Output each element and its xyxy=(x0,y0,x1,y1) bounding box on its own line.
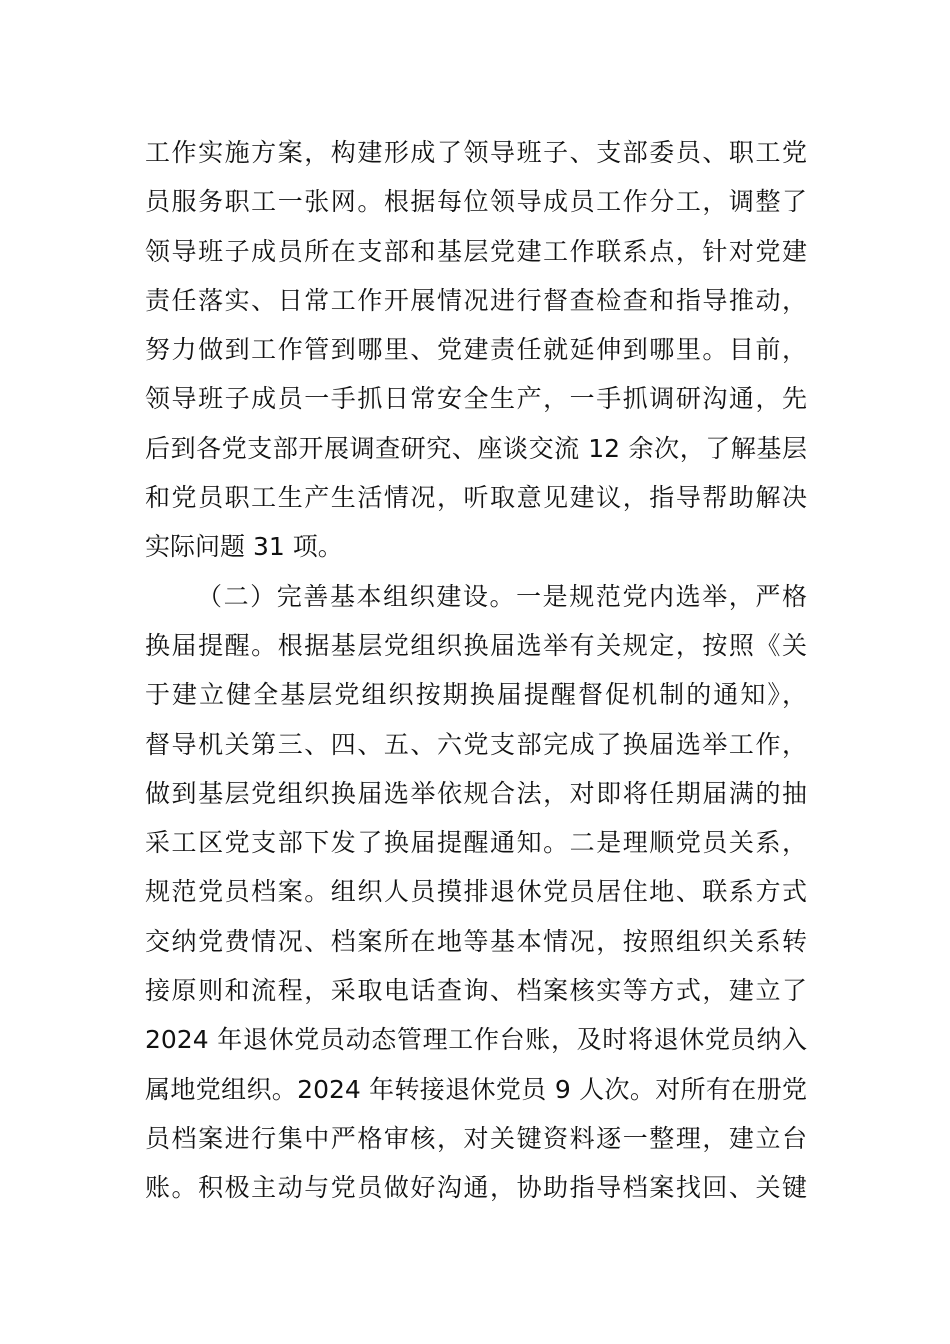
paragraph-organization-building xyxy=(145,572,807,1213)
text-line: 领导班子成员所在支部和基层党建工作联系点，针对党建 xyxy=(145,236,807,266)
text-line: 规范党员档案。组织人员摸排退休党员居住地、联系方式 xyxy=(145,877,807,907)
text-line: 2024 年退休党员动态管理工作台账，及时将退休党员纳入 xyxy=(145,1025,807,1055)
text-line: 实际问题 31 项。 xyxy=(145,532,343,562)
text-line: 采工区党支部下发了换届提醒通知。二是理顺党员关系， xyxy=(145,828,807,858)
section-heading-line: （二）完善基本组织建设。一是规范党内选举，严格 xyxy=(197,581,807,611)
text-line: 员档案进行集中严格审核，对关键资料逐一整理，建立台 xyxy=(145,1123,807,1153)
text-line: 工作实施方案，构建形成了领导班子、支部委员、职工党 xyxy=(145,138,807,167)
text-line: 做到基层党组织换届选举依规合法，对即将任期届满的抽 xyxy=(145,778,807,808)
paragraph-leadership-contact xyxy=(145,128,807,572)
text-line: 换届提醒。根据基层党组织换届选举有关规定，按照《关 xyxy=(145,630,807,660)
text-line: 账。积极主动与党员做好沟通，协助指导档案找回、关键 xyxy=(145,1173,807,1203)
document-body xyxy=(145,128,807,1213)
text-line: 于建立健全基层党组织按期换届提醒督促机制的通知》， xyxy=(145,680,807,710)
text-line: 领导班子成员一手抓日常安全生产，一手抓调研沟通，先 xyxy=(145,384,807,414)
text-line: 员服务职工一张网。根据每位领导成员工作分工，调整了 xyxy=(145,187,807,217)
text-line: 督导机关第三、四、五、六党支部完成了换届选举工作， xyxy=(145,729,807,759)
text-line: 属地党组织。2024 年转接退休党员 9 人次。对所有在册党 xyxy=(145,1074,807,1104)
text-line: 和党员职工生产生活情况，听取意见建议，指导帮助解决 xyxy=(145,483,807,513)
text-line: 努力做到工作管到哪里、党建责任就延伸到哪里。目前， xyxy=(145,335,807,365)
text-line: 交纳党费情况、档案所在地等基本情况，按照组织关系转 xyxy=(145,926,807,956)
text-line: 接原则和流程，采取电话查询、档案核实等方式，建立了 xyxy=(145,976,807,1006)
text-line: 责任落实、日常工作开展情况进行督查检查和指导推动， xyxy=(145,285,807,315)
text-line: 后到各党支部开展调查研究、座谈交流 12 余次，了解基层 xyxy=(145,433,807,463)
